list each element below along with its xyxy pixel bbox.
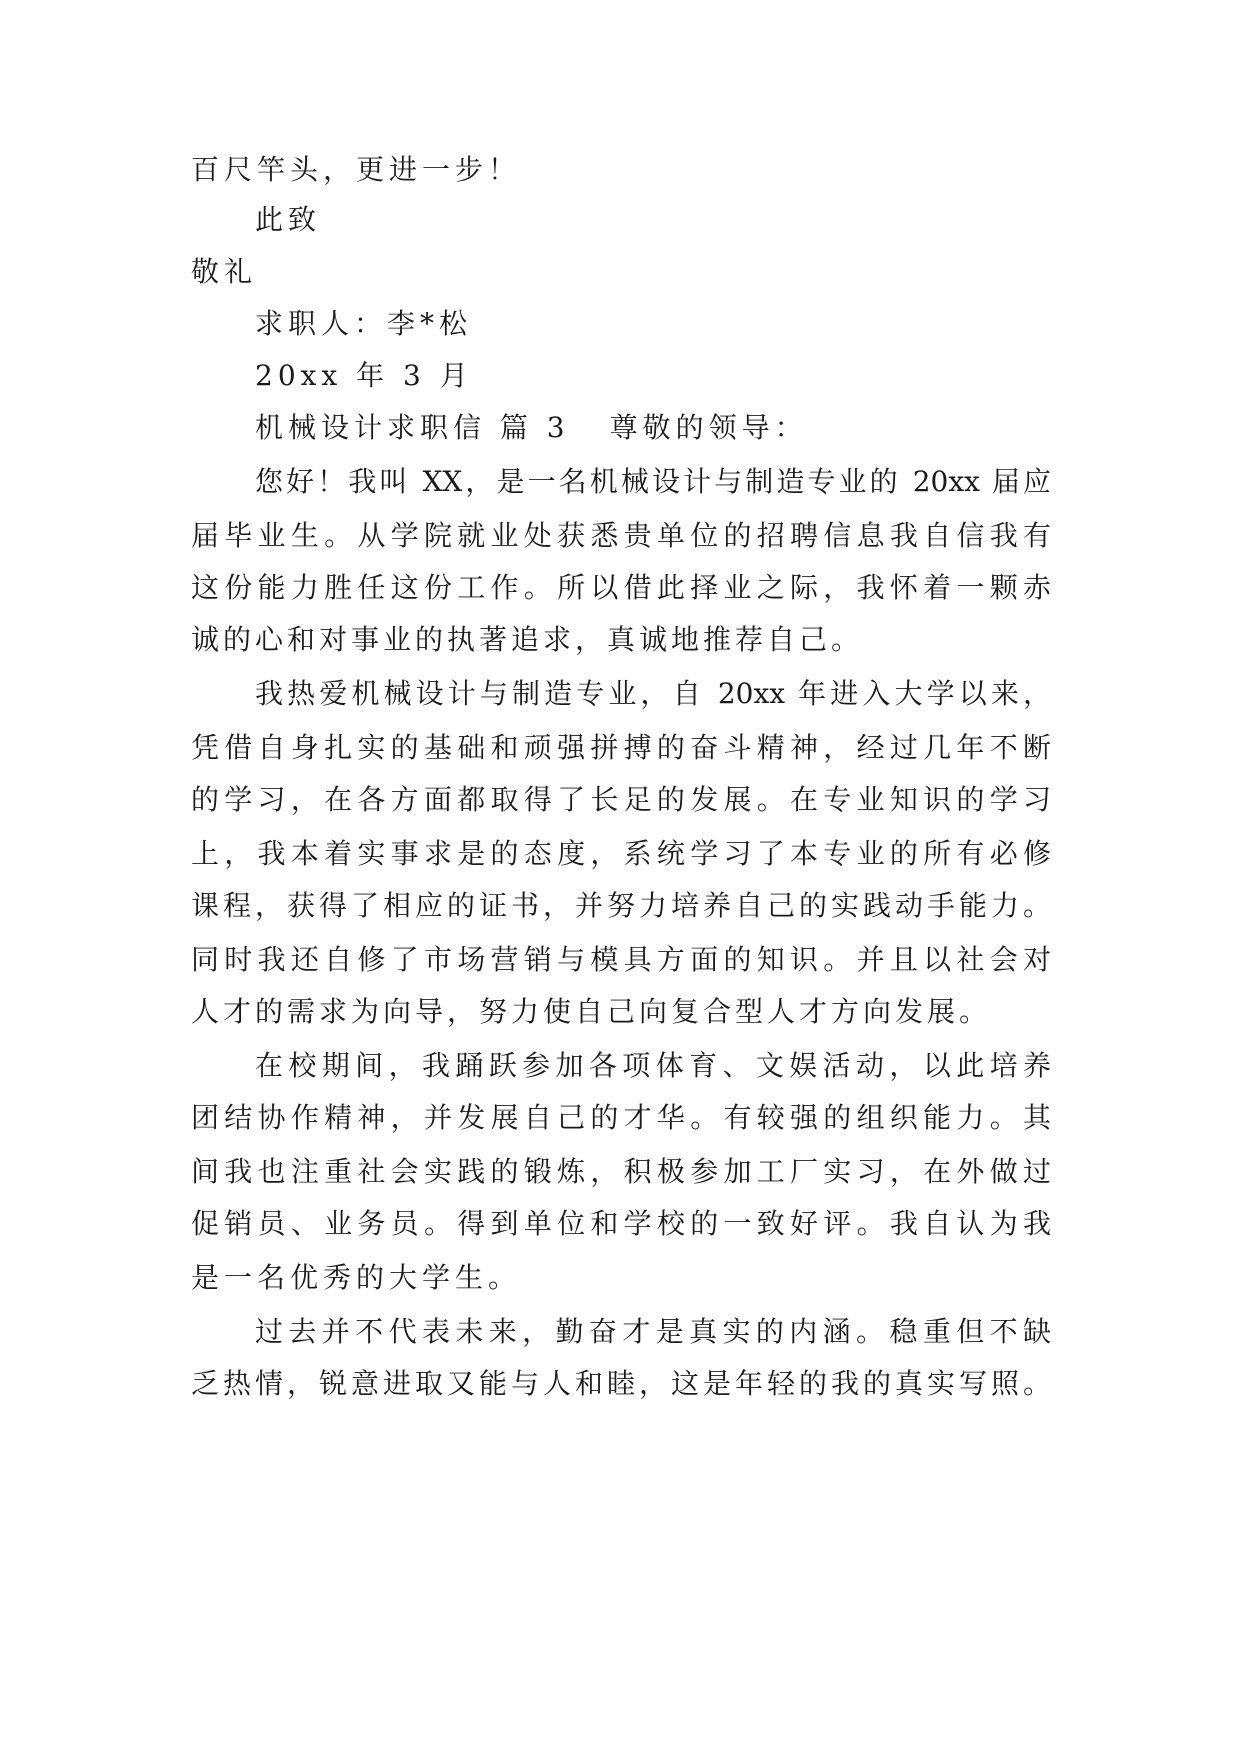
text-line: 在校期间，我踊跃参加各项体育、文娱活动，以此培养 (255, 1049, 1051, 1082)
section-title: 机械设计求职信 篇 3 (255, 411, 570, 444)
salutation: 尊敬的领导： (609, 411, 808, 444)
text-line: 我热爱机械设计与制造专业，自 20xx 年进入大学以来， (255, 677, 1051, 710)
text-line: 这份能力胜任这份工作。所以借此择业之际，我怀着一颗赤 (191, 571, 1051, 604)
text-line: 敬礼 (191, 255, 258, 288)
text-line: 凭借自身扎实的基础和顽强拼搏的奋斗精神，经过几年不断 (191, 731, 1051, 764)
text-line: 促销员、业务员。得到单位和学校的一致好评。我自认为我 (191, 1207, 1051, 1240)
text-line: 间我也注重社会实践的锻炼，积极参加工厂实习，在外做过 (191, 1155, 1051, 1188)
text-line: 是一名优秀的大学生。 (191, 1261, 522, 1294)
text-line (255, 408, 1115, 448)
text-line: 20xx 年 3 月 (255, 359, 473, 392)
text-line: 乏热情，锐意进取又能与人和睦，这是年轻的我的真实写照。 (191, 1367, 1051, 1400)
text-line: 此致 (255, 203, 322, 236)
text-line: 求职人：李*松 (255, 307, 473, 340)
text-line: 团结协作精神，并发展自己的才华。有较强的组织能力。其 (191, 1101, 1051, 1134)
text-line: 届毕业生。从学院就业处获悉贵单位的招聘信息我自信我有 (191, 519, 1051, 552)
text-line: 的学习，在各方面都取得了长足的发展。在专业知识的学习 (191, 783, 1051, 816)
text-line: 人才的需求为向导，努力使自己向复合型人才方向发展。 (191, 995, 992, 1028)
text-line: 课程，获得了相应的证书，并努力培养自己的实践动手能力。 (191, 889, 1051, 922)
text-line: 过去并不代表未来，勤奋才是真实的内涵。稳重但不缺 (255, 1315, 1051, 1348)
text-line: 诚的心和对事业的执著追求，真诚地推荐自己。 (191, 623, 864, 656)
text-line: 同时我还自修了市场营销与模具方面的知识。并且以社会对 (191, 943, 1051, 976)
text-line: 您好！我叫 XX，是一名机械设计与制造专业的 20xx 届应 (255, 465, 1051, 498)
text-line: 上，我本着实事求是的态度，系统学习了本专业的所有必修 (191, 837, 1051, 870)
text-line: 百尺竿头，更进一步！ (191, 153, 522, 186)
